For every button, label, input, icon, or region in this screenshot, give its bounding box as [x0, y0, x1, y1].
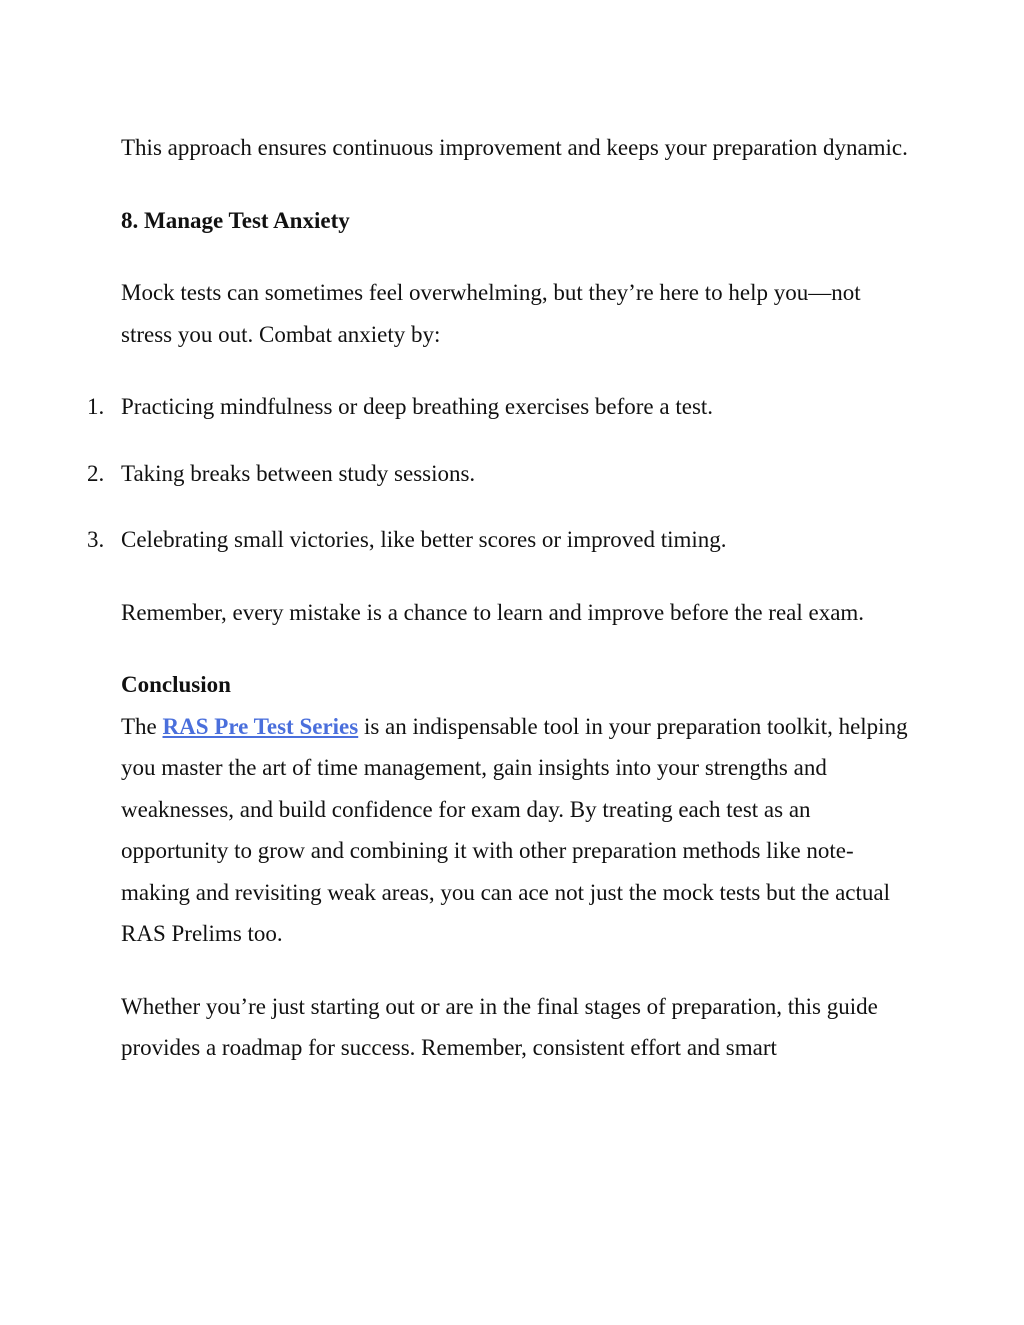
closing-paragraph: Whether you’re just starting out or are in the final stages of preparation, this guide provides a roadmap for success. Remember, consistent effort and smart	[121, 993, 878, 1060]
list-item-text: Taking breaks between study sessions.	[121, 460, 476, 486]
list-item-number: 1.	[87, 394, 105, 419]
conclusion-body: is an indispensable tool in your preparation toolkit, helping you master the art of time management, gain insights into your strengths and weaknesses, and build confidence for exam day. By treating each test as an opportunity to grow and combining it with other preparation methods like note-making and revisiting weak areas, you can ace not just the mock tests but the actual RAS Prelims too.	[121, 713, 908, 946]
conclusion-paragraph	[121, 706, 911, 955]
list-item-text: Celebrating small victories, like better scores or improved timing.	[121, 527, 727, 552]
anxiety-tips-list	[87, 386, 911, 561]
list-item-text: Practicing mindfulness or deep breathing exercises before a test.	[121, 394, 714, 419]
list-item-number: 2.	[87, 460, 105, 486]
list-item	[87, 519, 911, 561]
conclusion-lead: The	[121, 713, 163, 739]
reminder-paragraph: Remember, every mistake is a chance to learn and improve before the real exam.	[121, 599, 865, 625]
list-item-number: 3.	[87, 527, 105, 552]
document-body	[87, 127, 911, 1100]
section-paragraph: Mock tests can sometimes feel overwhelming, but they’re here to help you—not stress you out. Combat anxiety by:	[121, 280, 861, 347]
conclusion-heading: Conclusion	[121, 672, 231, 697]
section-heading: 8. Manage Test Anxiety	[121, 207, 350, 233]
list-item	[87, 453, 911, 495]
intro-paragraph: This approach ensures continuous improvement and keeps your preparation dynamic.	[121, 135, 908, 160]
list-item	[87, 386, 911, 428]
ras-pre-test-series-link[interactable]: RAS Pre Test Series	[162, 713, 359, 739]
